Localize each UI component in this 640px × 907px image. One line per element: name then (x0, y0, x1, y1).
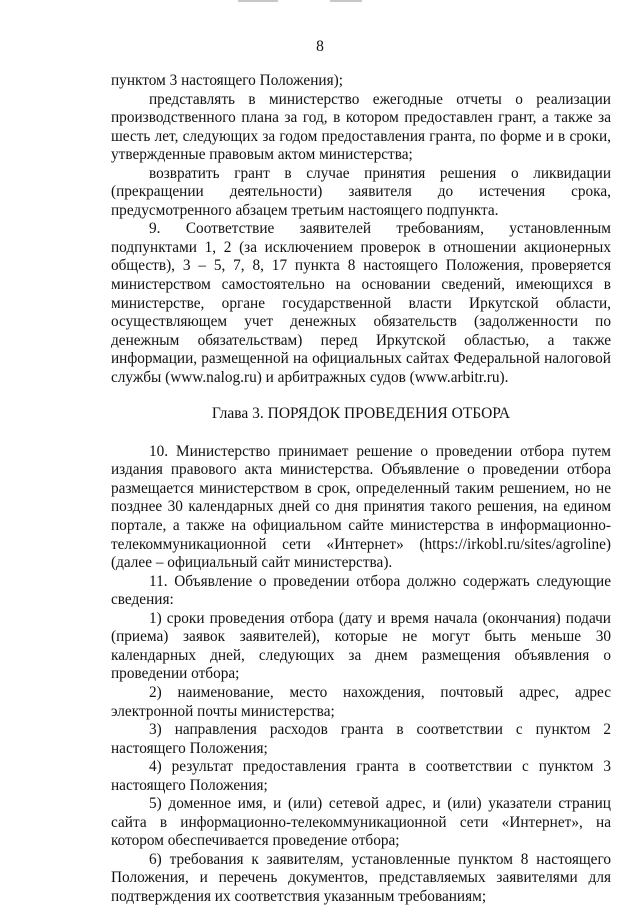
scan-artifact (330, 0, 362, 2)
paragraph: представлять в министерство ежегодные отчеты о реализации производственного плана за год, в котором предоставлен грант, а также за шесть лет, следующих за годом предоставления гранта, по форме и в сроки, утвержденные правовым актом министерства; (111, 90, 611, 164)
list-item: 5) доменное имя, и (или) сетевой адрес, и (или) указатели страниц сайта в информационно-телекоммуникационной сети «Интернет», на котором обеспечивается проведение отбора; (111, 795, 611, 850)
page-number: 8 (316, 38, 324, 55)
list-item: 1) сроки проведения отбора (дату и время начала (окончания) подачи (приема) заявок заявителей), которые не могут быть меньше 30 календарных дней, следующих за днем размещения объявления о проведении отбора; (111, 609, 611, 683)
chapter-heading: Глава 3. ПОРЯДОК ПРОВЕДЕНИЯ ОТБОРА (211, 405, 511, 423)
paragraph: 9. Соответствие заявителей требованиям, установленным подпунктами 1, 2 (за исключением проверок в отношении акционерных обществ), 3 – 5, 7, 8, 17 пункта 8 настоящего Положения, проверяется министерством самостоятельно на основании сведений, имеющихся в министерстве, органе государственной власти Иркутской области, осуществляющем учет денежных обязательств (задолженности по денежным обязательствам) перед Иркутской областью, а также информации, размещенной на официальных сайтах Федеральной налоговой службы (www.nalog.ru) и арбитражных судов (www.arbitr.ru). (111, 220, 611, 386)
list-item: 6) требования к заявителям, установленные пунктом 8 настоящего Положения, и перечень документов, представляемых заявителями для подтверждения их соответствия указанным требованиям; (111, 850, 611, 905)
document-body (111, 72, 611, 907)
paragraph: 10. Министерство принимает решение о проведении отбора путем издания правового акта министерства. Объявление о проведении отбора размещается министерством в срок, определенный таким решением, но не позднее 30 календарных дней со дня принятия такого решения, на едином портале, а также на официальном сайте министерства в информационно-телекоммуникационной сети «Интернет» (https://irkobl.ru/sites/agroline) (далее – официальный сайт министерства). (111, 442, 611, 572)
paragraph: пунктом 3 настоящего Положения); (111, 72, 343, 89)
list-item: 2) наименование, место нахождения, почтовый адрес, адрес электронной почты министерства; (111, 683, 611, 720)
paragraph: возвратить грант в случае принятия решения о ликвидации (прекращении деятельности) заявителя до истечения срока, предусмотренного абзацем третьим настоящего подпункта. (111, 164, 611, 219)
paragraph: 11. Объявление о проведении отбора должно содержать следующие сведения: (111, 572, 611, 609)
list-item: 3) направления расходов гранта в соответствии с пунктом 2 настоящего Положения; (111, 721, 611, 757)
list-item: 4) результат предоставления гранта в соответствии с пунктом 3 настоящего Положения; (111, 758, 611, 794)
scan-artifact (238, 0, 278, 2)
